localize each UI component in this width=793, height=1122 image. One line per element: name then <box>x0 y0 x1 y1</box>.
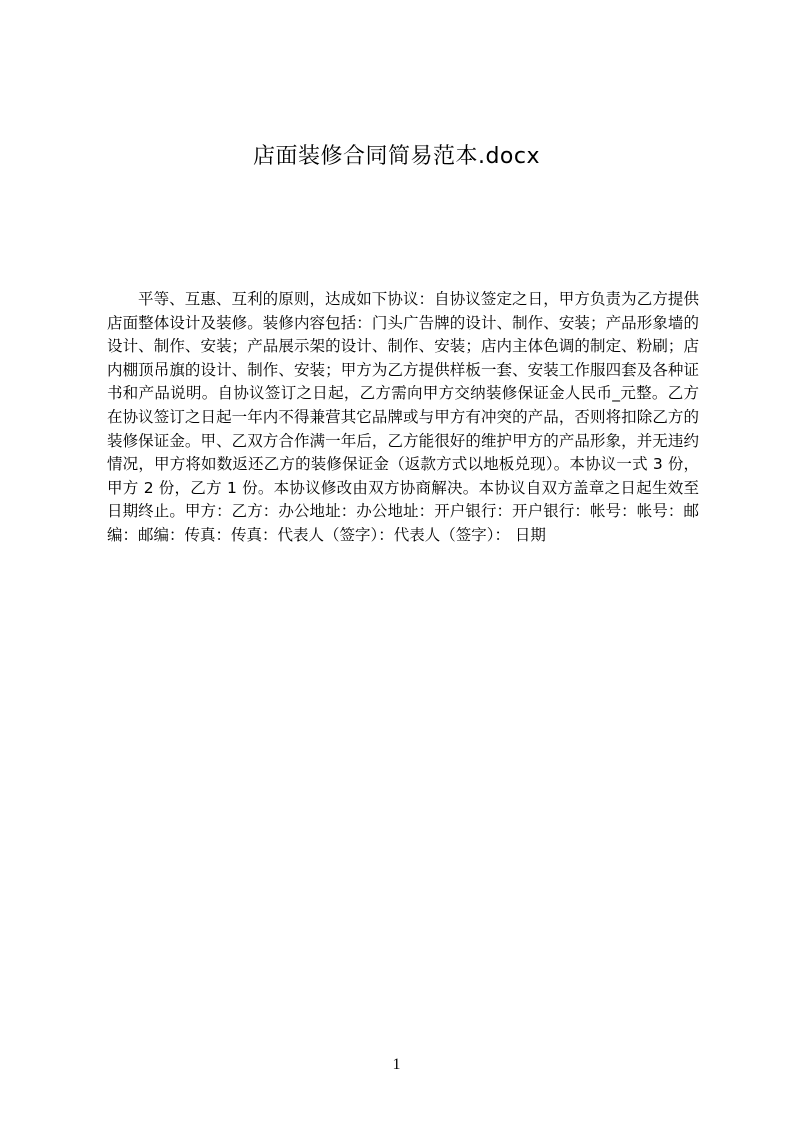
contract-body-text: 平等、互惠、互利的原则，达成如下协议：自协议签定之日，甲方负责为乙方提供店面整体设计及装修。装修内容包括：门头广告牌的设计、制作、安装；产品形象墙的设计、制作、安装；产品展示架的设计、制作、安装；店内主体色调的制定、粉刷；店内棚顶吊旗的设计、制作、安装；甲方为乙方提供样板一套、安装工作服四套及各种证书和产品说明。自协议签订之日起，乙方需向甲方交纳装修保证金人民币_元整。乙方在协议签订之日起一年内不得兼营其它品牌或与甲方有冲突的产品，否则将扣除乙方的装修保证金。甲、乙双方合作满一年后，乙方能很好的维护甲方的产品形象，并无违约情况，甲方将如数返还乙方的装修保证金（返款方式以地板兑现）。本协议一式 3 份，甲方 2 份，乙方 1 份。本协议修改由双方协商解决。本协议自双方盖章之日起生效至日期终止。甲方：乙方：办公地址：办公地址：开户银行：开户银行：帐号：帐号：邮编：邮编：传真：传真：代表人（签字）：代表人（签字）： 日期 <box>107 290 699 544</box>
document-title: 店面装修合同简易范本.docx <box>252 144 541 169</box>
page-number: 1 <box>392 1056 401 1073</box>
